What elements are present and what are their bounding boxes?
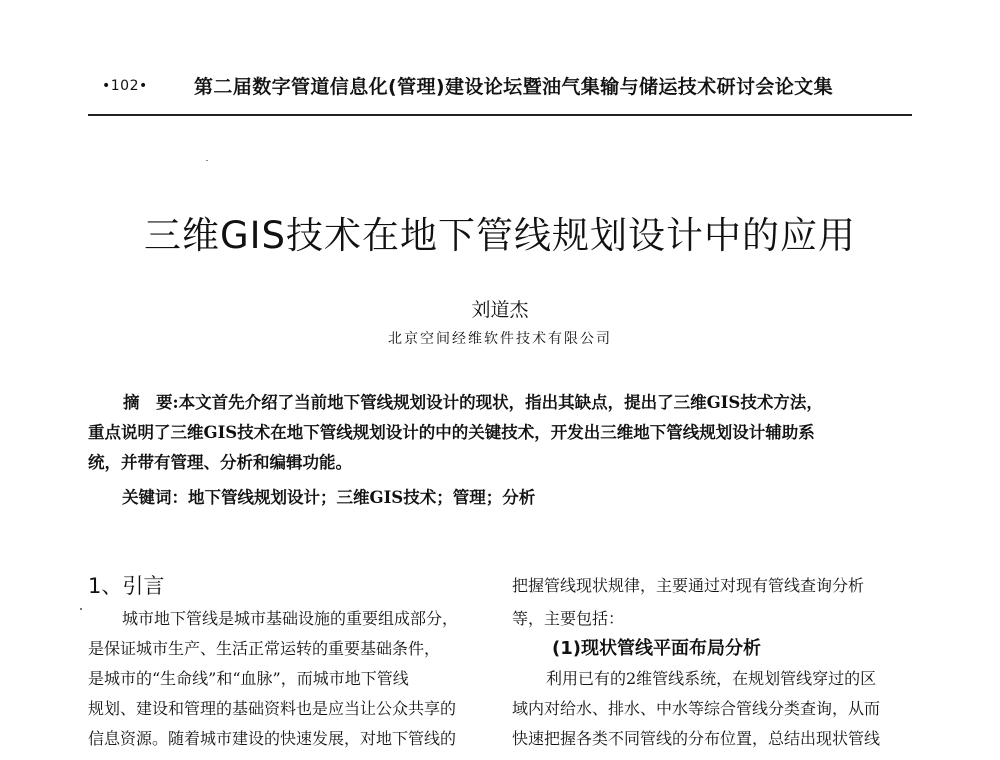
author-name: 刘道杰	[471, 299, 529, 321]
journal-title: 第二届数字管道信息化(管理)建设论坛暨油气集输与储运技术研讨会论文集	[194, 76, 833, 98]
body-line: 等，主要包括：	[512, 609, 625, 628]
body-line: 把握管线现状规律，主要通过对现有管线查询分析	[512, 576, 865, 595]
body-line: 利用已有的2维管线系统，在规划管线穿过的区	[546, 669, 877, 688]
abstract-label: 摘 要:	[123, 393, 179, 412]
body-line: 是城市的“生命线”和“血脉”，而城市地下管线	[88, 669, 409, 688]
author-affiliation: 北京空间经维软件技术有限公司	[388, 331, 612, 347]
abstract-line	[88, 388, 914, 418]
running-header	[90, 72, 912, 102]
abstract-line: 统，并带有管理、分析和编辑功能。	[88, 453, 352, 472]
abstract-line: 重点说明了三维GIS技术在地下管线规划设计的中的关键技术，开发出三维地下管线规划设计辅助系	[88, 423, 815, 442]
left-column	[88, 568, 492, 754]
subsection-heading: (1)现状管线平面布局分析	[552, 638, 761, 659]
keywords: 关键词：地下管线规划设计；三维GIS技术；管理；分析	[122, 488, 536, 507]
abstract-text: 本文首先介绍了当前地下管线规划设计的现状，指出其缺点，提出了三维GIS技术方法，	[178, 393, 823, 412]
scan-speck	[206, 160, 208, 161]
body-line: 是保证城市生产、生活正常运转的重要基础条件，	[88, 639, 441, 658]
body-line: 规划、建设和管理的基础资料也是应当让公众共享的	[88, 699, 457, 718]
body-line: 城市地下管线是城市基础设施的重要组成部分，	[122, 609, 459, 628]
page-number: •102•	[102, 78, 148, 94]
right-column	[512, 568, 916, 754]
section-heading-introduction: 1、引言	[88, 574, 165, 598]
paper-title: 三维GIS技术在地下管线规划设计中的应用	[143, 214, 857, 257]
abstract	[88, 388, 914, 478]
margin-tick	[80, 608, 82, 610]
body-line: 快速把握各类不同管线的分布位置，总结出现状管线	[512, 729, 881, 748]
body-line: 域内对给水、排水、中水等综合管线分类查询，从而	[512, 699, 881, 718]
header-rule	[88, 114, 912, 116]
body-line: 信息资源。随着城市建设的快速发展，对地下管线的	[88, 729, 457, 748]
